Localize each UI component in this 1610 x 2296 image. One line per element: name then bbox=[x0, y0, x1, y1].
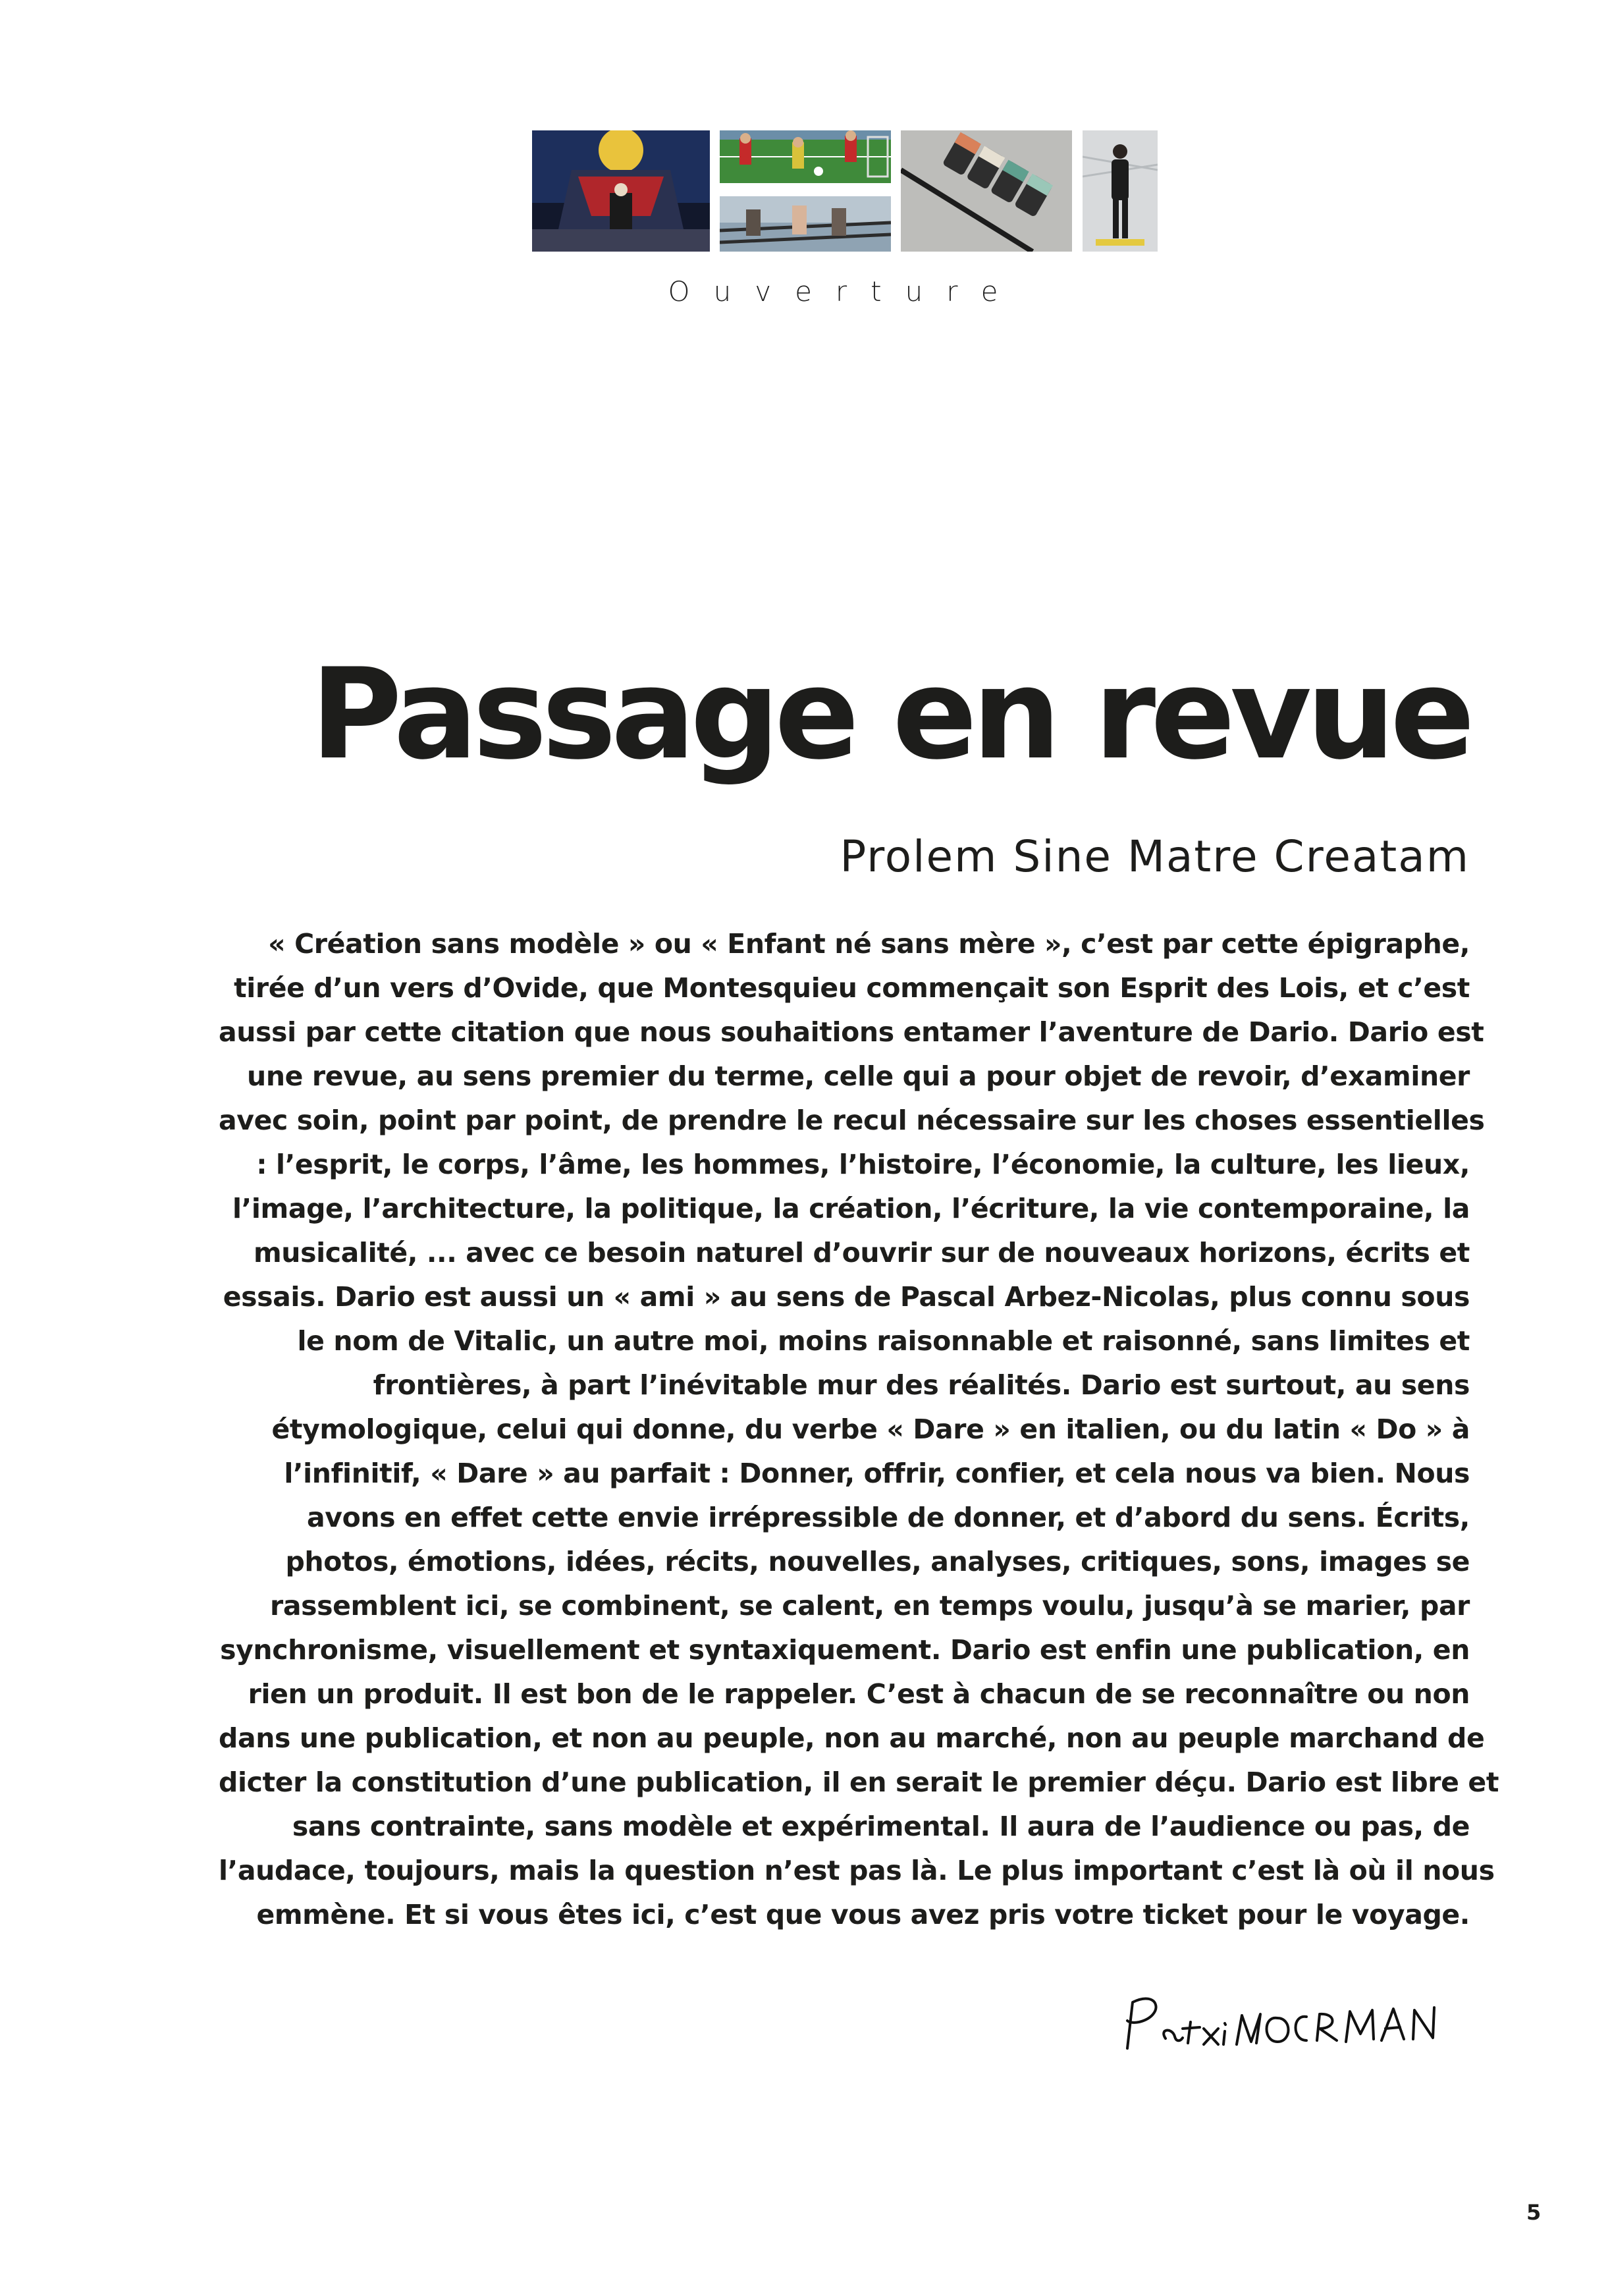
standing-woman-photo bbox=[1083, 130, 1158, 252]
body-line: essais. Dario est aussi un « ami » au sens de Pascal Arbez-Nicolas, plus connu sous bbox=[223, 1281, 1470, 1313]
body-line: l’infinitif, « Dare » au parfait : Donner, offrir, confier, et cela nous va bien. Nous bbox=[284, 1458, 1470, 1489]
body-line: synchronisme, visuellement et syntaxiquement. Dario est enfin une publication, en bbox=[220, 1634, 1470, 1666]
body-line: le nom de Vitalic, un autre moi, moins raisonnable et raisonné, sans limites et bbox=[297, 1325, 1470, 1357]
page-number: 5 bbox=[1526, 2200, 1542, 2225]
sneakers-on-rail-photo bbox=[720, 196, 891, 252]
article-body bbox=[219, 922, 1499, 1937]
body-line: l’audace, toujours, mais la question n’est pas là. Le plus important c’est là où il nous bbox=[219, 1855, 1495, 1886]
body-line: étymologique, celui qui donne, du verbe « Dare » en italien, ou du latin « Do » à bbox=[271, 1413, 1470, 1445]
body-line: aussi par cette citation que nous souhaitions entamer l’aventure de Dario. Dario est bbox=[219, 1016, 1484, 1048]
body-line: sans contrainte, sans modèle et expérimental. Il aura de l’audience ou pas, de bbox=[292, 1811, 1470, 1842]
author-signature bbox=[1119, 1976, 1462, 2081]
body-line: rien un produit. Il est bon de le rappeler. C’est à chacun de se reconnaître ou non bbox=[248, 1678, 1470, 1710]
body-line: l’image, l’architecture, la politique, la création, l’écriture, la vie contemporaine, la bbox=[232, 1193, 1470, 1224]
film-canisters-photo bbox=[901, 130, 1072, 252]
article-title: Passage en revue bbox=[310, 642, 1470, 787]
body-line: avons en effet cette envie irrépressible de donner, et d’abord du sens. Écrits, bbox=[307, 1502, 1470, 1533]
body-line: musicalité, ... avec ce besoin naturel d’ouvrir sur de nouveaux horizons, écrits et bbox=[253, 1237, 1470, 1269]
body-line: rassemblent ici, se combinent, se calent, en temps voulu, jusqu’à se marier, par bbox=[270, 1590, 1470, 1622]
body-line: frontières, à part l’inévitable mur des réalités. Dario est surtout, au sens bbox=[373, 1369, 1470, 1401]
section-label: Ouverture bbox=[668, 275, 1022, 308]
header-photo-strip bbox=[532, 130, 1158, 252]
body-line: avec soin, point par point, de prendre le recul nécessaire sur les choses essentielles bbox=[219, 1105, 1485, 1136]
body-line: : l’esprit, le corps, l’âme, les hommes, l’histoire, l’économie, la culture, les lieux, bbox=[256, 1149, 1470, 1180]
body-line: « Création sans modèle » ou « Enfant né sans mère », c’est par cette épigraphe, bbox=[268, 928, 1470, 960]
robot-figure-photo bbox=[532, 130, 710, 252]
body-line: tirée d’un vers d’Ovide, que Montesquieu commençait son Esprit des Lois, et c’est bbox=[234, 972, 1470, 1004]
body-line: photos, émotions, idées, récits, nouvelles, analyses, critiques, sons, images se bbox=[285, 1546, 1470, 1577]
article-subtitle: Prolem Sine Matre Creatam bbox=[840, 831, 1470, 882]
body-line: dans une publication, et non au peuple, non au marché, non au peuple marchand de bbox=[219, 1722, 1485, 1754]
body-line: une revue, au sens premier du terme, celle qui a pour objet de revoir, d’examiner bbox=[247, 1060, 1470, 1092]
table-football-photo bbox=[720, 130, 891, 183]
body-line: dicter la constitution d’une publication, il en serait le premier déçu. Dario est libre et bbox=[219, 1766, 1499, 1798]
body-line: emmène. Et si vous êtes ici, c’est que vous avez pris votre ticket pour le voyage. bbox=[256, 1899, 1470, 1930]
